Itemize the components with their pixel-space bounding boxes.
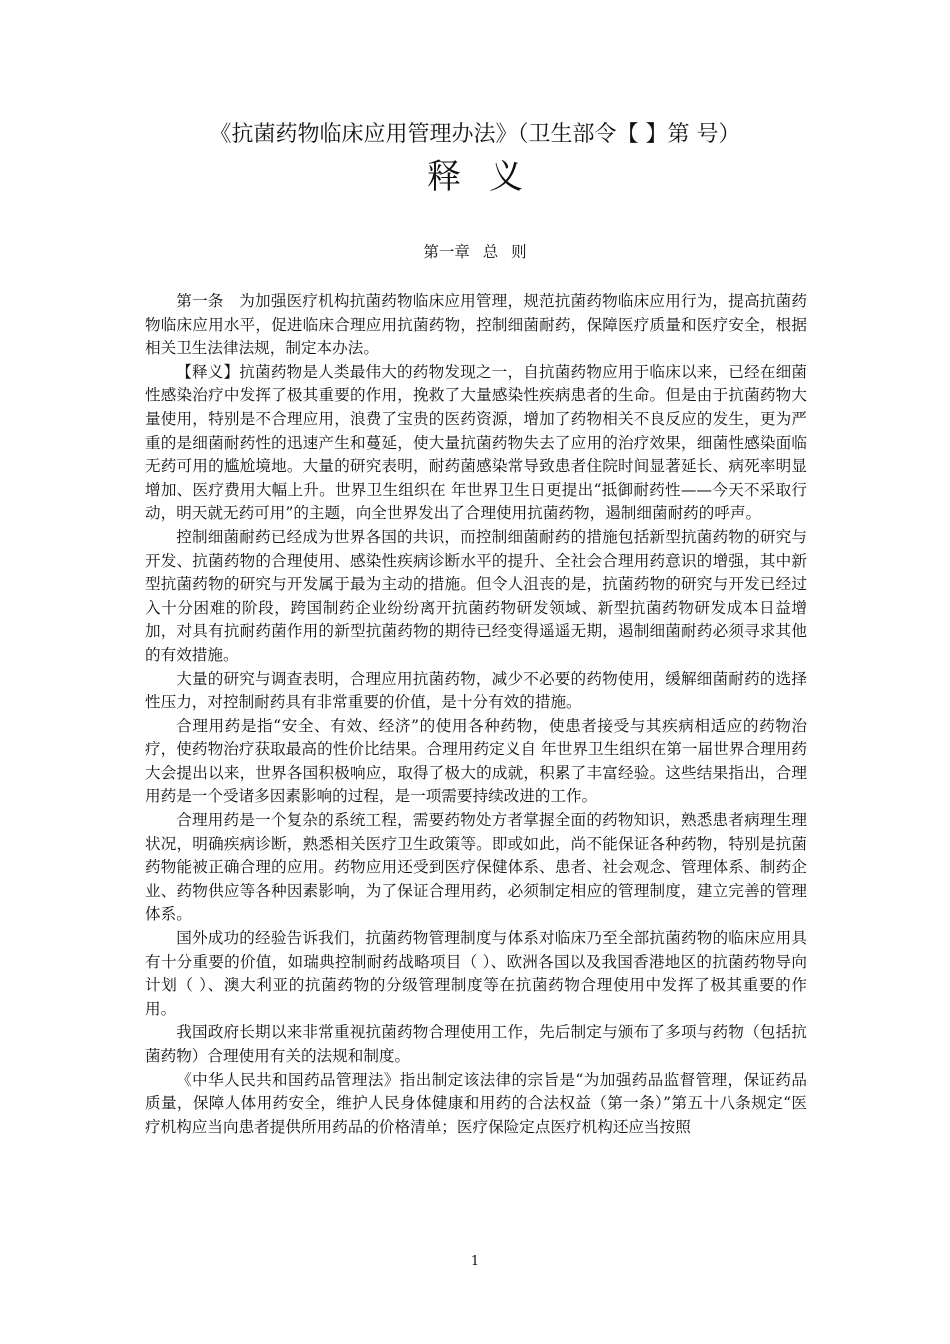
page-number: 1 (470, 1254, 480, 1269)
paragraph: 合理用药是指“安全、有效、经济”的使用各种药物，使患者接受与其疾病相适应的药物治疗，使药物治疗获取最高的性价比结果。合理用药定义自 年世界卫生组织在第一届世界合理用药大会提出以来，世界各国积极响应，取得了极大的成就，积累了丰富经验。这些结果指出，合理用药是一个受诸多因素影响的过程，是一项需要持续改进的工作。 (145, 716, 807, 806)
paragraph-interpretation: 【释义】抗菌药物是人类最伟大的药物发现之一，自抗菌药物应用于临床以来，已经在细菌性感染治疗中发挥了极其重要的作用，挽救了大量感染性疾病患者的生命。但是由于抗菌药物大量使用，特别是不合理应用，浪费了宝贵的医药资源，增加了药物相关不良反应的发生，更为严重的是细菌耐药性的迅速产生和蔓延，使大量抗菌药物失去了应用的治疗效果，细菌性感染面临无药可用的尴尬境地。大量的研究表明，耐药菌感染常导致患者住院时间显著延长、病死率明显增加、医疗费用大幅上升。世界卫生组织在 年世界卫生日更提出“抵御耐药性——今天不采取行动，明天就无药可用”的主题，向全世界发出了合理使用抗菌药物，遏制细菌耐药的呼声。 (145, 362, 807, 523)
paragraph: 《中华人民共和国药品管理法》指出制定该法律的宗旨是“为加强药品监督管理，保证药品质量，保障人体用药安全，维护人民身体健康和用药的合法权益（第一条）”第五十八条规定“医疗机构应当向患者提供所用药品的价格清单；医疗保险定点医疗机构还应当按照 (145, 1070, 807, 1136)
document-body (145, 290, 807, 1139)
paragraph: 国外成功的经验告诉我们，抗菌药物管理制度与体系对临床乃至全部抗菌药物的临床应用具有十分重要的价值，如瑞典控制耐药战略项目（ ）、欧洲各国以及我国香港地区的抗菌药物导向计划（ ）、澳大利亚的抗菌药物的分级管理制度等在抗菌药物合理使用中发挥了极其重要的作用。 (145, 929, 807, 1018)
paragraph: 控制细菌耐药已经成为世界各国的共识，而控制细菌耐药的措施包括新型抗菌药物的研究与开发、抗菌药物的合理使用、感染性疾病诊断水平的提升、全社会合理用药意识的增强，其中新型抗菌药物的研究与开发属于最为主动的措施。但令人沮丧的是，抗菌药物的研究与开发已经过入十分困难的阶段，跨国制药企业纷纷离开抗菌药物研发领域、新型抗菌药物研发成本日益增加，对具有抗耐药菌作用的新型抗菌药物的期待已经变得遥遥无期，遏制细菌耐药必须寻求其他的有效措施。 (145, 527, 807, 664)
paragraph: 合理用药是一个复杂的系统工程，需要药物处方者掌握全面的药物知识，熟悉患者病理生理状况，明确疾病诊断，熟悉相关医疗卫生政策等。即或如此，尚不能保证各种药物，特别是抗菌药物能被正确合理的应用。药物应用还受到医疗保健体系、患者、社会观念、管理体系、制药企业、药物供应等各种因素影响，为了保证合理用药，必须制定相应的管理制度，建立完善的管理体系。 (145, 811, 807, 924)
paragraph-article-1: 第一条 为加强医疗机构抗菌药物临床应用管理，规范抗菌药物临床应用行为，提高抗菌药物临床应用水平，促进临床合理应用抗菌药物，控制细菌耐药，保障医疗质量和医疗安全，根据相关卫生法律法规，制定本办法。 (145, 292, 807, 358)
document-title: 《抗菌药物临床应用管理办法》（卫生部令【 】第 号） (209, 122, 741, 147)
paragraph: 我国政府长期以来非常重视抗菌药物合理使用工作，先后制定与颁布了多项与药物（包括抗菌药物）合理使用有关的法规和制度。 (145, 1023, 807, 1065)
paragraph: 大量的研究与调查表明，合理应用抗菌药物，减少不必要的药物使用，缓解细菌耐药的选择性压力，对控制耐药具有非常重要的价值，是十分有效的措施。 (145, 669, 807, 712)
document-subtitle: 释义 (427, 157, 551, 197)
chapter-heading: 第一章 总 则 (423, 243, 527, 261)
